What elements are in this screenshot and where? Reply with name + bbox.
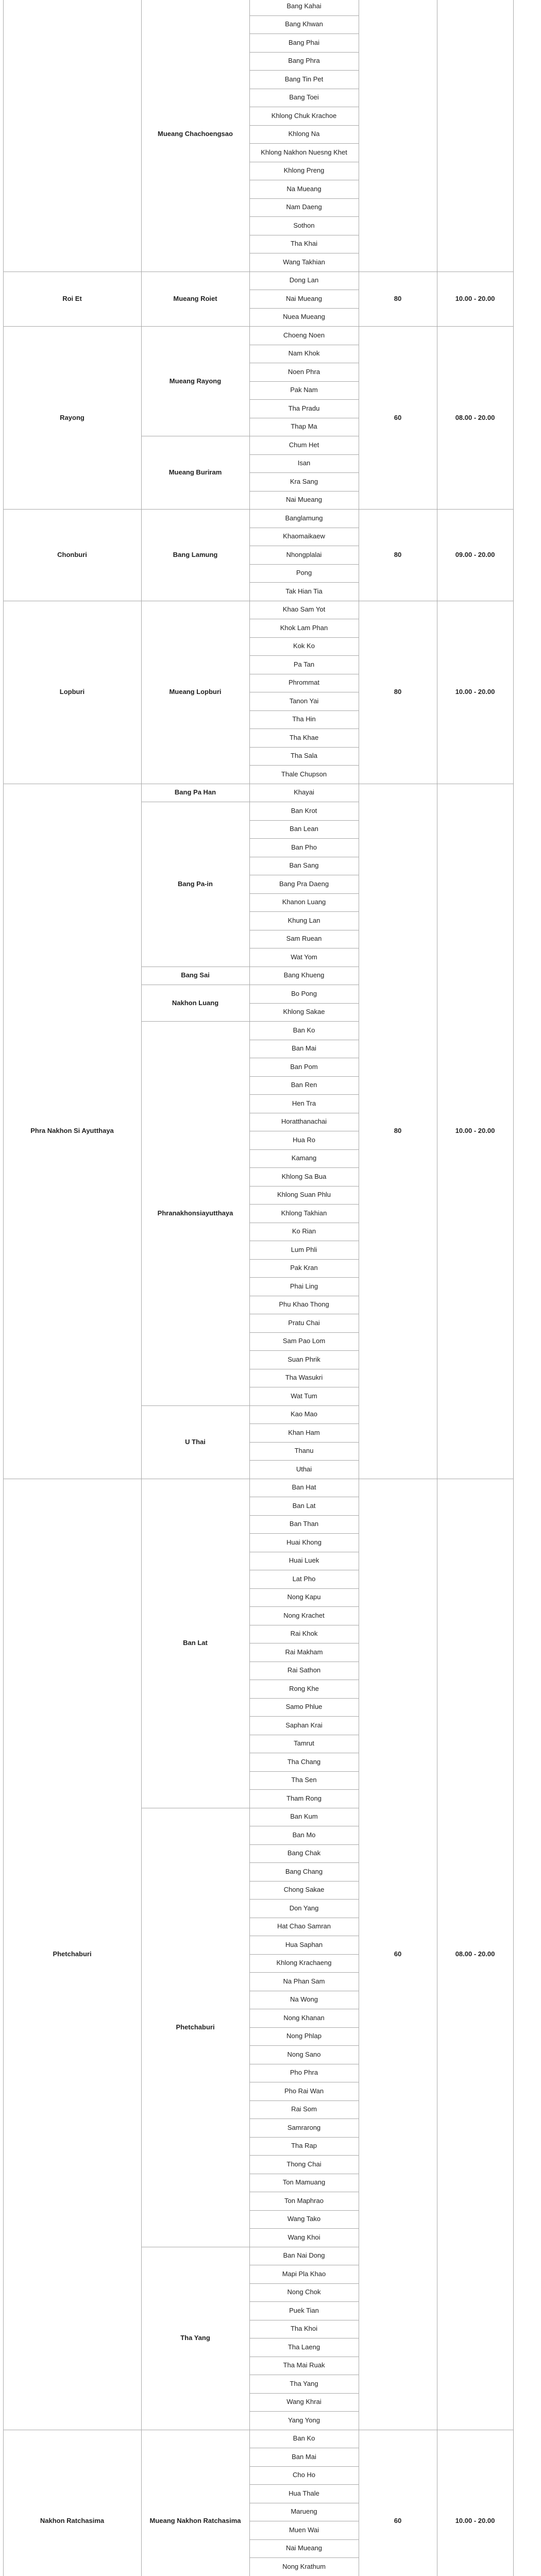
subdistrict-cell: Na Wong — [290, 1995, 318, 2004]
subdistrict-cell: Nong Khanan — [283, 2013, 325, 2022]
province-cell: Phetchaburi — [53, 1950, 92, 1958]
subdistrict-cell: Ton Mamuang — [282, 2178, 326, 2187]
district-cell: Mueang Nakhon Ratchasima — [149, 2517, 241, 2524]
subdistrict-cell: Nai Mueang — [285, 294, 323, 302]
subdistrict-cell: Ban Mai — [292, 2452, 316, 2461]
subdistrict-cell: Khlong Sa Bua — [281, 1172, 327, 1180]
subdistrict-cell: Choeng Noen — [283, 331, 325, 339]
subdistrict-cell: Nong Krathum — [282, 2562, 326, 2570]
subdistrict-cell: Hat Chao Samran — [277, 1922, 331, 1930]
subdistrict-cell: Ton Maphrao — [284, 2196, 324, 2205]
subdistrict-cell: Bang Toei — [289, 93, 319, 101]
subdistrict-cell: Tak Hian Tia — [285, 587, 323, 595]
subdistrict-cell: Chum Het — [289, 440, 319, 449]
district-cell: Ban Lat — [183, 1639, 208, 1647]
province-cell — [3, 0, 141, 272]
subdistrict-cell: Don Yang — [289, 1904, 319, 1912]
subdistrict-cell: Horatthanachai — [281, 1117, 327, 1126]
subdistrict-cell: Banglamung — [285, 514, 323, 522]
subdistrict-cell: Tha Sen — [291, 1776, 317, 1784]
subdistrict-cell: Bang Phai — [289, 38, 319, 46]
subdistrict-cell: Pratu Chai — [288, 1318, 320, 1327]
subdistrict-cell: Khanon Luang — [282, 898, 326, 906]
subdistrict-cell: Khlong Chuk Krachoe — [271, 111, 337, 120]
time-cell: 10.00 - 20.00 — [455, 294, 495, 302]
subdistrict-cell: Chong Sakae — [283, 1886, 325, 1894]
province-cell: Lopburi — [59, 688, 85, 696]
subdistrict-cell: Ban Ko — [293, 2434, 315, 2443]
district-cell: Mueang Buriram — [168, 468, 222, 476]
subdistrict-cell: Phrommat — [289, 679, 319, 687]
subdistrict-cell: Phu Khao Thong — [279, 1300, 329, 1309]
subdistrict-cell: Ban Nai Dong — [283, 2251, 325, 2260]
province-cell: Phra Nakhon Si Ayutthaya — [30, 1127, 114, 1134]
subdistrict-cell: Nai Mueang — [285, 496, 323, 504]
subdistrict-cell: Ban Pho — [291, 843, 317, 851]
subdistrict-cell: Bang Pra Daeng — [279, 879, 329, 888]
subdistrict-cell: Bang Chak — [287, 1849, 321, 1857]
subdistrict-cell: Tanon Yai — [289, 697, 319, 705]
subdistrict-cell: Puek Tian — [289, 2306, 319, 2314]
subdistrict-cell: Bang Khueng — [283, 971, 325, 979]
subdistrict-cell: Wat Yom — [291, 953, 317, 961]
subdistrict-cell: Mapi Pla Khao — [282, 2269, 326, 2278]
subdistrict-cell: Uthai — [296, 1465, 312, 1473]
subdistrict-cell: Tamrut — [294, 1739, 314, 1748]
subdistrict-cell: Khayai — [294, 788, 314, 796]
subdistrict-cell: Kra Sang — [290, 477, 318, 485]
subdistrict-cell: Hua Saphan — [285, 1940, 323, 1948]
subdistrict-cell: Tha Yang — [290, 2379, 318, 2387]
subdistrict-cell: Khok Lam Phan — [280, 623, 328, 632]
subdistrict-cell: Tha Khai — [290, 240, 318, 248]
quota-cell: 60 — [394, 1950, 402, 1958]
subdistrict-cell: Tham Rong — [286, 1794, 322, 1802]
subdistrict-cell: Muen Wai — [289, 2526, 319, 2534]
time-cell: 08.00 - 20.00 — [455, 1950, 495, 1958]
subdistrict-cell: Tha Sala — [290, 752, 318, 760]
subdistrict-cell: Pak Kran — [290, 1264, 318, 1272]
subdistrict-cell: Nong Chok — [287, 2288, 321, 2296]
subdistrict-cell: Nong Sano — [287, 2050, 321, 2058]
subdistrict-cell: Thap Ma — [291, 422, 317, 431]
subdistrict-cell: Noen Phra — [288, 367, 320, 376]
subdistrict-cell: Khlong Na — [288, 130, 320, 138]
district-cell: U Thai — [185, 1437, 206, 1446]
subdistrict-cell: Rai Sathon — [287, 1666, 321, 1674]
subdistrict-cell: Nong Krachet — [283, 1611, 325, 1619]
quota-cell: 80 — [394, 688, 402, 696]
subdistrict-cell: Rai Som — [291, 2105, 317, 2113]
subdistrict-cell: Ban Lean — [290, 825, 318, 833]
subdistrict-cell: Suan Phrik — [288, 1355, 320, 1363]
province-cell: Rayong — [60, 413, 84, 421]
subdistrict-cell: Lum Phli — [291, 1245, 317, 1253]
subdistrict-cell: Nong Phlap — [286, 2032, 322, 2040]
subdistrict-cell: Yang Yong — [288, 2416, 320, 2424]
district-cell: Mueang Roiet — [173, 294, 217, 302]
subdistrict-cell: Hen Tra — [292, 1099, 316, 1107]
subdistrict-cell: Sam Pao Lom — [282, 1337, 326, 1345]
subdistrict-cell: Nai Mueang — [285, 2544, 323, 2552]
subdistrict-cell: Nam Khok — [288, 349, 320, 358]
subdistrict-cell: Khlong Krachaeng — [276, 1959, 332, 1967]
time-cell: 10.00 - 20.00 — [455, 2517, 495, 2524]
time-cell: 08.00 - 20.00 — [455, 413, 495, 421]
district-cell: Bang Lamung — [173, 550, 218, 558]
subdistrict-cell: Hua Ro — [292, 1136, 316, 1144]
subdistrict-cell: Pak Nam — [290, 386, 318, 394]
subdistrict-cell: Bo Pong — [291, 989, 317, 997]
subdistrict-cell: Tha Mai Ruak — [283, 2361, 325, 2369]
subdistrict-cell: Dong Lan — [289, 276, 319, 284]
subdistrict-cell: Wang Khrai — [286, 2398, 322, 2406]
subdistrict-cell: Thong Chai — [286, 2160, 322, 2168]
subdistrict-cell: Khlong Suan Phlu — [277, 1191, 331, 1199]
subdistrict-cell: Tha Hin — [292, 715, 316, 723]
subdistrict-cell: Na Phan Sam — [283, 1977, 325, 1985]
subdistrict-cell: Lat Pho — [292, 1574, 316, 1583]
district-cell: Mueang Lopburi — [169, 688, 222, 696]
subdistrict-cell: Ban Sang — [289, 861, 319, 870]
province-cell: Roi Et — [62, 294, 82, 302]
subdistrict-cell: Pa Tan — [293, 660, 315, 668]
district-cell: Mueang Rayong — [169, 377, 222, 385]
subdistrict-cell: Ban Krot — [291, 806, 317, 815]
province-cell: Chonburi — [57, 550, 87, 558]
quota-cell — [359, 0, 437, 272]
quota-cell: 80 — [394, 294, 402, 302]
time-cell: 09.00 - 20.00 — [455, 550, 495, 558]
district-cell: Phranakhonsiayutthaya — [157, 1209, 233, 1217]
subdistrict-cell: Marueng — [291, 2507, 317, 2516]
district-cell: Bang Pa Han — [174, 788, 216, 796]
subdistrict-cell: Bang Khwan — [285, 20, 323, 28]
subdistrict-cell: Samrarong — [287, 2123, 321, 2131]
subdistrict-cell: Bang Chang — [285, 1867, 323, 1875]
subdistrict-cell: Kao Mao — [290, 1410, 318, 1418]
province-cell: Nakhon Ratchasima — [40, 2517, 105, 2524]
subdistrict-cell: Ban Mo — [292, 1831, 316, 1839]
subdistrict-cell: Huai Luek — [289, 1556, 319, 1565]
district-cell: Tha Yang — [180, 2334, 210, 2342]
time-cell: 10.00 - 20.00 — [455, 688, 495, 696]
time-cell: 10.00 - 20.00 — [455, 1127, 495, 1134]
subdistrict-cell: Ban Ko — [293, 1026, 315, 1034]
subdistrict-cell: Kamang — [291, 1154, 317, 1162]
subdistrict-cell: Khao Sam Yot — [282, 605, 326, 614]
subdistrict-cell: Tha Khoi — [290, 2325, 318, 2333]
subdistrict-cell: Ban Pom — [290, 1062, 318, 1071]
subdistrict-cell: Hua Thale — [289, 2489, 319, 2497]
district-cell: Phetchaburi — [176, 2023, 215, 2031]
subdistrict-cell: Tha Chang — [287, 1757, 321, 1766]
subdistrict-cell: Sothon — [293, 221, 315, 229]
subdistrict-cell: Ban Kum — [290, 1812, 318, 1821]
subdistrict-cell: Khlong Nakhon Nuesng Khet — [261, 148, 347, 156]
subdistrict-cell: Ko Rian — [292, 1227, 316, 1235]
district-cell: Bang Sai — [181, 971, 210, 979]
district-cell: Nakhon Luang — [172, 998, 219, 1007]
subdistrict-cell: Thanu — [294, 1447, 314, 1455]
quota-cell: 80 — [394, 550, 402, 558]
subdistrict-cell: Phai Ling — [290, 1282, 318, 1290]
subdistrict-cell: Wang Takhian — [283, 258, 325, 266]
quota-table — [3, 0, 518, 2576]
subdistrict-cell: Khaomaikaew — [283, 532, 325, 540]
subdistrict-cell: Nam Daeng — [286, 203, 322, 211]
subdistrict-cell: Ban Ren — [291, 1081, 317, 1089]
table-column-border — [513, 0, 514, 2576]
subdistrict-cell: Ban Than — [289, 1520, 319, 1528]
subdistrict-cell: Bang Phra — [288, 57, 320, 65]
subdistrict-cell: Pong — [296, 569, 312, 577]
subdistrict-cell: Khung Lan — [288, 916, 320, 924]
subdistrict-cell: Wang Tako — [287, 2215, 321, 2223]
subdistrict-cell: Samo Phlue — [285, 1703, 323, 1711]
time-cell — [437, 0, 513, 272]
subdistrict-cell: Saphan Krai — [285, 1721, 323, 1729]
subdistrict-cell: Na Mueang — [286, 184, 322, 193]
quota-cell: 60 — [394, 2517, 402, 2524]
subdistrict-cell: Ban Mai — [292, 1044, 316, 1053]
subdistrict-cell: Tha Khae — [289, 733, 319, 741]
subdistrict-cell: Thale Chupson — [281, 770, 327, 778]
subdistrict-cell: Nong Kapu — [287, 1593, 321, 1601]
subdistrict-cell: Wang Khoi — [288, 2233, 320, 2241]
subdistrict-cell: Sam Ruean — [286, 935, 322, 943]
subdistrict-cell: Rong Khe — [289, 1684, 319, 1692]
district-cell: Mueang Chachoengsao — [158, 130, 233, 138]
subdistrict-cell: Kok Ko — [293, 642, 315, 650]
quota-cell: 80 — [394, 1127, 402, 1134]
subdistrict-cell: Khlong Preng — [283, 166, 325, 175]
subdistrict-cell: Tha Laeng — [288, 2343, 320, 2351]
subdistrict-cell: Ban Hat — [292, 1483, 316, 1492]
subdistrict-cell: Rai Makham — [285, 1648, 323, 1656]
subdistrict-cell: Cho Ho — [292, 2471, 316, 2479]
subdistrict-cell: Isan — [297, 459, 311, 467]
subdistrict-cell: Ban Lat — [292, 1501, 316, 1510]
subdistrict-cell: Tha Rap — [291, 2142, 317, 2150]
subdistrict-cell: Huai Khong — [286, 1538, 322, 1546]
district-cell: Bang Pa-in — [178, 879, 213, 888]
subdistrict-cell: Pho Rai Wan — [284, 2087, 324, 2095]
subdistrict-cell: Nhongplalai — [286, 550, 322, 558]
subdistrict-cell: Nuea Mueang — [283, 313, 325, 321]
subdistrict-cell: Khan Ham — [288, 1428, 320, 1436]
subdistrict-cell: Tha Wasukri — [285, 1374, 323, 1382]
subdistrict-cell: Bang Kahai — [286, 2, 322, 10]
subdistrict-cell: Khlong Takhian — [281, 1209, 327, 1217]
subdistrict-cell: Wat Tum — [291, 1392, 317, 1400]
quota-cell: 60 — [394, 413, 402, 421]
subdistrict-cell: Pho Phra — [290, 2069, 318, 2077]
subdistrict-cell: Rai Khok — [290, 1630, 318, 1638]
subdistrict-cell: Tha Pradu — [288, 404, 320, 412]
subdistrict-cell: Khlong Sakae — [283, 1008, 325, 1016]
subdistrict-cell: Bang Tin Pet — [284, 75, 324, 83]
